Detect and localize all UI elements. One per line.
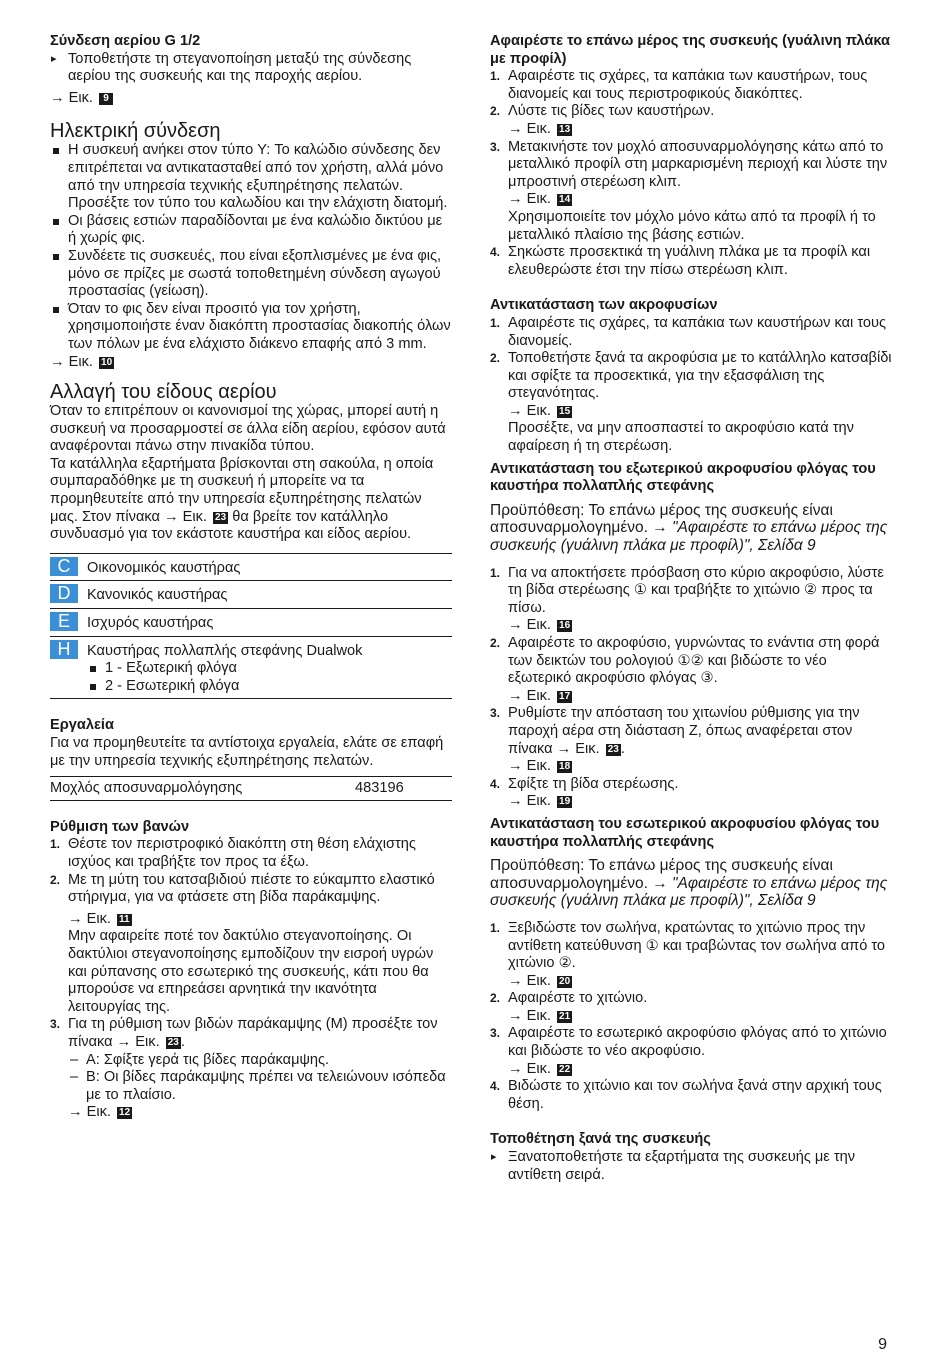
nozzles-heading: Αντικατάσταση των ακροφυσίων: [490, 297, 718, 314]
remove-top-steps: [490, 68, 892, 279]
step-note: Προσέξτε, να μην αποσπαστεί το ακροφύσιο κατά την αφαίρεση ή τη στερέωση.: [508, 420, 854, 455]
outer-nozzle-heading: Αντικατάσταση του εξωτερικού ακροφυσίου φλόγας του καυστήρα πολλαπλής στεφάνης: [490, 460, 876, 495]
figure-reference: → Εικ. 13: [508, 120, 571, 137]
burner-letter: E: [50, 612, 78, 631]
valves-heading: Ρύθμιση των βανών: [50, 818, 190, 835]
tool-code: 483196: [355, 777, 452, 801]
figure-reference: → Εικ. 11: [68, 910, 130, 927]
list-item: – A: Σφίξτε γερά τις βίδες παράκαμψης.: [68, 1052, 452, 1070]
step: 1. Για να αποκτήσετε πρόσβαση στο κύριο ακροφύσιο, λύστε τη βίδα στερέωσης ① και τραβήξτε το χιτώνιο ② προς τα πίσω. → Εικ. 16: [490, 565, 892, 635]
list-item: Συνδέετε τις συσκευές, που είναι εξοπλισμένες με ένα φις, μόνο σε πρίζες με σωστά τοποθετημένη σύνδεση αγωγού προστασίας (γείωση).: [50, 248, 452, 301]
precondition: Προϋπόθεση: Το επάνω μέρος της συσκευής είναι αποσυναρμολογημένο. → "Αφαιρέστε το επάνω μέρος της συσκευής (γυάλινη πλάκα με προφίλ)", Σελίδα 9: [490, 857, 888, 910]
tools-table: [50, 776, 452, 801]
step: 1. Αφαιρέστε τις σχάρες, τα καπάκια των καυστήρων και τους διανομείς.: [490, 314, 887, 349]
step: 3. Για τη ρύθμιση των βιδών παράκαμψης (M) προσέξτε τον πίνακα → Εικ. 23 . – A: Σφίξτε γερά τις βίδες παράκαμψης. – B: Οι βίδες παράκαμψης πρέπει να τελειώνουν ισόπεδα με το πλαίσιο. → Εικ. 12: [50, 1016, 452, 1122]
figure-reference: → Εικ. 16: [508, 617, 571, 634]
figure-reference: → Εικ. 12: [68, 1104, 131, 1121]
burner-label: Κανονικός καυστήρας: [87, 587, 228, 604]
burner-table: [50, 553, 452, 700]
burner-letter: C: [50, 557, 78, 576]
burner-letter: H: [50, 640, 78, 659]
electric-list: [50, 142, 452, 353]
inner-nozzle-steps: [490, 920, 892, 1114]
valves-steps: [50, 836, 452, 1122]
figure-reference: → Εικ. 10: [50, 353, 113, 370]
step: 1. Αφαιρέστε τις σχάρες, τα καπάκια των καυστήρων, τους διανομείς και τους περιστροφικούς διακόπτες.: [490, 68, 868, 102]
burner-letter: D: [50, 584, 78, 603]
step: 3. Αφαιρέστε το εσωτερικό ακροφύσιο φλόγας από το χιτώνιο και βιδώστε το νέο ακροφύσιο. → Εικ. 22: [490, 1025, 892, 1078]
gastype-heading: Αλλαγή του είδους αερίου: [50, 381, 277, 404]
gas-connection-list: [50, 51, 452, 86]
electric-heading: Ηλεκτρική σύνδεση: [50, 120, 221, 143]
gastype-paragraph-2: Τα κατάλληλα εξαρτήματα βρίσκονται στη σακούλα, η οποία συμπαραδόθηκε με τη συσκευή ή μπορείτε να τα προμηθευτείτε από την υπηρεσία εξυπηρέτησης πελατών μας. Στον πίνακα → Εικ. 23 θα βρείτε τον κατάλληλο συνδυασμό για τον εκάστοτε καυστήρα και είδος αερίου.: [50, 455, 434, 543]
list-item: Η συσκευή ανήκει στον τύπο Y: Το καλώδιο σύνδεσης δεν επιτρέπεται να αντικατασταθεί από τον χρήστη, αλλά μόνο από την υπηρεσία τεχνικής εξυπηρέτησης πελατών. Προσέξτε τον τύπο του καλωδίου και την ελάχιστη διατομή.: [50, 142, 452, 212]
step: 3. Ρυθμίστε την απόσταση του χιτωνίου ρύθμισης για την παροχή αέρα στη διάσταση Z, όπως αναφέρεται στον πίνακα → Εικ. 23 . → Εικ. 18: [490, 705, 892, 775]
burner-label: Οικονομικός καυστήρας: [87, 559, 241, 576]
list-item: ▸ Ξανατοποθετήστε τα εξαρτήματα της συσκευής με την αντίθετη σειρά.: [490, 1149, 892, 1184]
table-row: [50, 553, 452, 581]
figure-reference: → Εικ. 22: [508, 1060, 571, 1077]
step: 2. Λύστε τις βίδες των καυστήρων. → Εικ. 13: [490, 103, 892, 138]
step-note: Μην αφαιρείτε ποτέ τον δακτύλιο στεγανοποίησης. Οι δακτύλιοι στεγανοποίησης εμποδίζουν την εισροή υγρών και ρύπανσης στο εσωτερικό της συσκευής, κάτι που θα μπορούσε να επηρεάσει αρνητικά την ικανότητα λειτουργίας της.: [68, 928, 434, 1015]
remove-top-heading: Αφαιρέστε το επάνω μέρος της συσκευής (γυάλινη πλάκα με προφίλ): [490, 33, 890, 67]
step: 2. Με τη μύτη του κατσαβιδιού πιέστε το εύκαμπτο ελαστικό στήριγμα, για να φτάσετε στη βίδα παράκαμψης. → Εικ. 11 Μην αφαιρείτε ποτέ τον δακτύλιο στεγανοποίησης. Οι δακτύλιοι στεγανοποίησης εμποδίζουν την εισροή υγρών και ρύπανσης στο εσωτερικό της συσκευής, κάτι που θα μπορούσε να επηρεάσει αρνητικά την ικανότητα λειτουργίας της.: [50, 872, 452, 1017]
reinstall-list: [490, 1149, 892, 1184]
step: 2. Αφαιρέστε το χιτώνιο. → Εικ. 21: [490, 990, 892, 1025]
figure-reference: → Εικ. 14: [508, 191, 571, 208]
step: 3. Μετακινήστε τον μοχλό αποσυναρμολόγησης κάτω από το μεταλλικό προφίλ στη μαρκαρισμένη περιοχή και λύστε την μπροστινή στερέωση κλιπ. → Εικ. 14 Χρησιμοποιείτε τον μόχλο μόνο κάτω από τα προφίλ ή το μεταλλικό πλαίσιο της βάσης εστιών.: [490, 139, 892, 245]
table-row: [50, 777, 452, 801]
step: 1. Θέστε τον περιστροφικό διακόπτη στη θέση ελάχιστης ισχύος και τραβήξτε τον προς τα έξω.: [50, 836, 416, 870]
figure-reference: → Εικ. 19: [508, 793, 571, 810]
figure-reference: → Εικ. 20: [508, 972, 571, 989]
table-row: [50, 636, 452, 699]
list-item: Οι βάσεις εστιών παραδίδονται με ένα καλώδιο δικτύου με ή χωρίς φις.: [50, 213, 452, 248]
nozzles-steps: [490, 315, 892, 456]
step: 4. Σηκώστε προσεκτικά τη γυάλινη πλάκα με τα προφίλ και ελευθερώστε έτσι την πίσω στερέωση κλιπ.: [490, 244, 871, 278]
left-column: [50, 33, 452, 1122]
step: 1. Ξεβιδώστε τον σωλήνα, κρατώντας το χιτώνιο προς την αντίθετη κατεύθυνση ① και τραβώντας τον σωλήνα από το χιτώνιο ②. → Εικ. 20: [490, 920, 892, 990]
gastype-paragraph-1: Όταν το επιτρέπουν οι κανονισμοί της χώρας, μπορεί αυτή η συσκευή να προσαρμοστεί σε άλλα είδη αερίου, εφόσον αυτά αναφέρονται πάνω στην πινακίδα τύπου.: [50, 403, 446, 455]
burner-label: Καυστήρας πολλαπλής στεφάνης Dualwok: [87, 642, 363, 659]
burner-label: Ισχυρός καυστήρας: [87, 615, 214, 632]
inner-nozzle-heading: Αντικατάσταση του εσωτερικού ακροφυσίου φλόγας του καυστήρα πολλαπλής στεφάνης: [490, 815, 880, 850]
step-note: Χρησιμοποιείτε τον μόχλο μόνο κάτω από τα προφίλ ή το μεταλλικό πλαίσιο της βάσης εστιών.: [508, 208, 876, 243]
right-column: [490, 33, 892, 1184]
tools-paragraph: Για να προμηθευτείτε τα αντίστοιχα εργαλεία, ελάτε σε επαφή με την υπηρεσία τεχνικής εξυπηρέτησης πελατών.: [50, 735, 444, 769]
reinstall-heading: Τοποθέτηση ξανά της συσκευής: [490, 1131, 711, 1148]
figure-reference: → Εικ. 15: [508, 402, 571, 419]
gas-connection-heading: Σύνδεση αερίου G 1/2: [50, 33, 201, 49]
figure-reference: → Εικ. 21: [508, 1007, 571, 1024]
step: 4. Σφίξτε τη βίδα στερέωσης. → Εικ. 19: [490, 776, 892, 811]
list-item: 2 - Εσωτερική φλόγα: [87, 678, 452, 696]
outer-nozzle-steps: [490, 565, 892, 811]
step: 4. Βιδώστε το χιτώνιο και τον σωλήνα ξανά στην αρχική τους θέση.: [490, 1078, 882, 1112]
page-number: 9: [878, 1336, 887, 1353]
list-item: – B: Οι βίδες παράκαμψης πρέπει να τελειώνουν ισόπεδα με το πλαίσιο.: [68, 1069, 452, 1104]
tool-name: Μοχλός αποσυναρμολόγησης: [50, 777, 355, 801]
figure-reference: → Εικ. 17: [508, 687, 571, 704]
list-item: ▸ Τοποθετήστε τη στεγανοποίηση μεταξύ της σύνδεσης αερίου της συσκευής και της παροχής αερίου.: [50, 51, 452, 86]
precondition: Προϋπόθεση: Το επάνω μέρος της συσκευής είναι αποσυναρμολογημένο. → "Αφαιρέστε το επάνω μέρος της συσκευής (γυάλινη πλάκα με προφίλ)", Σελίδα 9: [490, 501, 888, 555]
figure-reference: → Εικ. 9: [50, 90, 452, 108]
tools-heading: Εργαλεία: [50, 717, 114, 734]
list-item: Όταν το φις δεν είναι προσιτό για τον χρήστη, χρησιμοποιήστε έναν διακόπτη προστασίας διακοπής όλων των πόλων με ένα ελάχιστο διάκενο επαφής από 3 mm.: [50, 301, 452, 354]
table-row: [50, 581, 452, 609]
flame-list: [87, 660, 452, 695]
dash-list: [68, 1052, 452, 1105]
list-item: 1 - Εξωτερική φλόγα: [87, 660, 452, 678]
table-row: [50, 609, 452, 637]
figure-reference: → Εικ. 18: [508, 758, 571, 775]
step: 2. Αφαιρέστε το ακροφύσιο, γυρνώντας το ενάντια στη φορά των δεικτών του ρολογιού ①② και βιδώστε το νέο εξωτερικό ακροφύσιο φλόγας ③. → Εικ. 17: [490, 635, 892, 705]
step: 2. Τοποθετήστε ξανά τα ακροφύσια με το κατάλληλο κατσαβίδι και σφίξτε τα προσεκτικά, για την εξασφάλιση της στεγανότητας. → Εικ. 15 Προσέξτε, να μην αποσπαστεί το ακροφύσιο κατά την αφαίρεση ή τη στερέωση.: [490, 350, 892, 455]
